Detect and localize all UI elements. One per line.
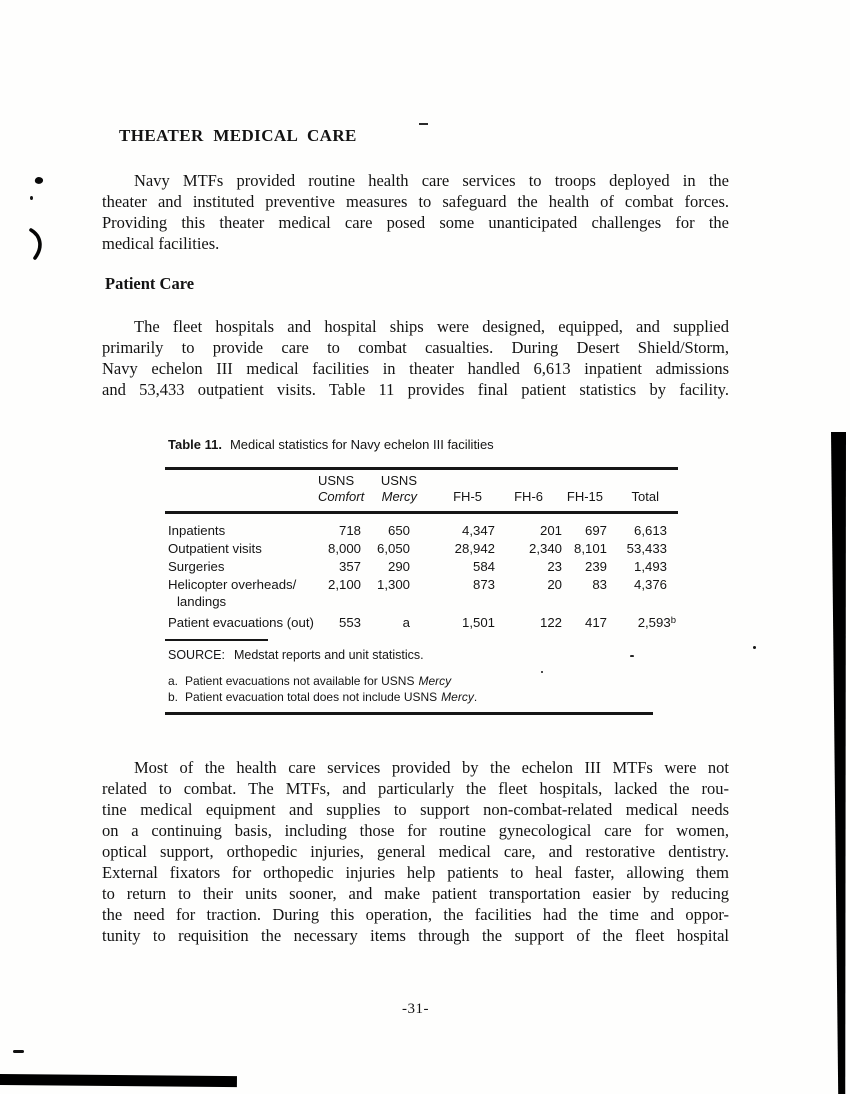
cell-total-value: 2,593 (637, 615, 671, 630)
cell-fh15: 697 (584, 523, 607, 538)
table-header-rule (165, 511, 678, 514)
table-footnote-b (168, 690, 477, 704)
table-body (168, 522, 678, 634)
scan-mark-blob (34, 176, 44, 185)
paragraph-line: External fixators for orthopedic injuries help patients to heal faster, allowing them (102, 863, 729, 882)
scan-edge-bar-right (831, 432, 846, 1094)
table-header-fh5: FH-5 (453, 489, 482, 504)
row-label: Patient evacuations (out) (168, 615, 314, 630)
cell-fh15: 83 (592, 577, 607, 592)
cell-fh5: 584 (472, 559, 495, 574)
section-heading-patient-care: Patient Care (105, 274, 195, 293)
table-caption-label: Table 11. (168, 437, 222, 452)
footnote-text: Patient evacuation total does not include USNS (185, 690, 438, 704)
table-caption-text: Medical statistics for Navy echelon III facilities (229, 437, 494, 452)
cell-fh6: 20 (547, 577, 562, 592)
cell-fh15: 417 (584, 615, 607, 630)
cell-mercy: 290 (387, 559, 410, 574)
table-row (168, 522, 678, 540)
paragraph-line: optical support, orthopedic injuries, general medical care, and restorative dentistry. (102, 842, 729, 861)
paragraph-noncombat-care (102, 757, 729, 946)
cell-fh15: 239 (584, 559, 607, 574)
table-header-usns-mercy (361, 473, 417, 505)
cell-fh5: 4,347 (461, 523, 495, 538)
scan-mark-dash (13, 1050, 24, 1053)
scan-mark-paren (26, 228, 48, 265)
cell-total: 6,613 (633, 523, 667, 538)
paragraph-line: primarily to provide care to combat casualties. During Desert Shield/Storm, (102, 338, 729, 357)
table-row (168, 576, 678, 594)
cell-comfort: 718 (338, 523, 361, 538)
table-row (168, 540, 678, 558)
cell-comfort: 8,000 (327, 541, 361, 556)
cell-mercy: 650 (387, 523, 410, 538)
scan-mark-dot (30, 196, 33, 200)
cell-fh5: 1,501 (461, 615, 495, 630)
footnote-text-after: . (473, 690, 478, 704)
cell-fh15: 8,101 (573, 541, 607, 556)
cell-comfort: 357 (338, 559, 361, 574)
table-header-fh6: FH-6 (514, 489, 543, 504)
paragraph-line: on a continuing basis, including those for routine gynecological care for women, (102, 821, 729, 840)
cell-total: 4,376 (633, 577, 667, 592)
row-label: Inpatients (168, 523, 226, 538)
cell-total (607, 614, 676, 634)
paragraph-line: Providing this theater medical care posed some unanticipated challenges for the (102, 213, 729, 232)
paragraph-line: theater and instituted preventive measures to safeguard the health of combat forces. (102, 192, 729, 211)
scan-mark-dot (630, 655, 634, 657)
cell-total: 53,433 (626, 541, 667, 556)
footnote-marker: a. (168, 674, 179, 688)
cell-fh6: 201 (539, 523, 562, 538)
cell-total: 1,493 (633, 559, 667, 574)
table-bottom-rule (165, 712, 653, 715)
row-label-continuation: landings (177, 594, 227, 609)
page-title: THEATER MEDICAL CARE (119, 126, 357, 145)
cell-comfort: 2,100 (327, 577, 361, 592)
source-label: SOURCE: (168, 648, 225, 662)
header-line: Comfort (318, 489, 365, 504)
table-top-rule (165, 467, 678, 470)
scan-edge-bar-bottom (0, 1074, 237, 1087)
table-header-usns-comfort (318, 473, 365, 505)
cell-comfort: 553 (338, 615, 361, 630)
table-header-fh15: FH-15 (566, 489, 603, 504)
cell-fh6: 2,340 (528, 541, 562, 556)
table-row (168, 614, 678, 634)
row-label: Outpatient visits (168, 541, 262, 556)
table-11 (168, 437, 678, 722)
table-source (168, 648, 424, 662)
paragraph-line: medical facilities. (102, 234, 220, 253)
header-line: Mercy (381, 489, 417, 504)
cell-fh5: 873 (472, 577, 495, 592)
footnote-ship-name: Mercy (441, 690, 474, 704)
paragraph-line: the need for traction. During this operation, the facilities had the time and oppor- (102, 905, 729, 924)
cell-fh6: 23 (547, 559, 562, 574)
paragraph-line: Navy MTFs provided routine health care services to troops deployed in the (134, 171, 729, 190)
footnote-ship-name: Mercy (418, 674, 452, 688)
header-line: USNS (380, 473, 417, 488)
table-header-row (168, 473, 678, 505)
footnote-text: Patient evacuations not available for USNS (185, 674, 415, 688)
cell-mercy: 6,050 (376, 541, 410, 556)
table-footnote-a (168, 674, 451, 688)
footnote-separator-rule (165, 639, 268, 641)
scan-mark-dot (541, 671, 543, 673)
row-label: Surgeries (168, 559, 225, 574)
footnote-superscript-b: b (670, 615, 676, 626)
paragraph-line: to return to their units sooner, and make patient transportation easier by reducing (102, 884, 729, 903)
table-row (168, 558, 678, 576)
paragraph-line: tunity to requisition the necessary items through the support of the fleet hospital (102, 926, 729, 945)
page-number: -31- (402, 1001, 429, 1017)
row-label: Helicopter overheads/ (168, 577, 297, 592)
paragraph-patient-care (102, 316, 729, 400)
cell-fh5: 28,942 (454, 541, 495, 556)
paragraph-line: and 53,433 outpatient visits. Table 11 provides final patient statistics by facility. (102, 380, 729, 399)
table-caption (168, 437, 494, 452)
paragraph-line: Most of the health care services provided by the echelon III MTFs were not (134, 758, 729, 777)
scan-mark-dot (753, 646, 756, 649)
source-text: Medstat reports and unit statistics. (233, 648, 424, 662)
table-header-total: Total (631, 489, 659, 504)
paragraph-line: tine medical equipment and supplies to support non-combat-related medical needs (102, 800, 729, 819)
cell-fh6: 122 (539, 615, 562, 630)
scan-mark-dash (419, 123, 428, 125)
paragraph-line: Navy echelon III medical facilities in theater handled 6,613 inpatient admissions (102, 359, 729, 378)
paragraph-line: related to combat. The MTFs, and particularly the fleet hospitals, lacked the rou- (102, 779, 729, 798)
paragraph-line: The fleet hospitals and hospital ships were designed, equipped, and supplied (134, 317, 729, 336)
cell-mercy: 1,300 (376, 577, 410, 592)
header-line: USNS (318, 473, 355, 488)
footnote-marker: b. (168, 690, 179, 704)
cell-mercy: a (402, 615, 410, 630)
paragraph-intro (102, 170, 729, 254)
